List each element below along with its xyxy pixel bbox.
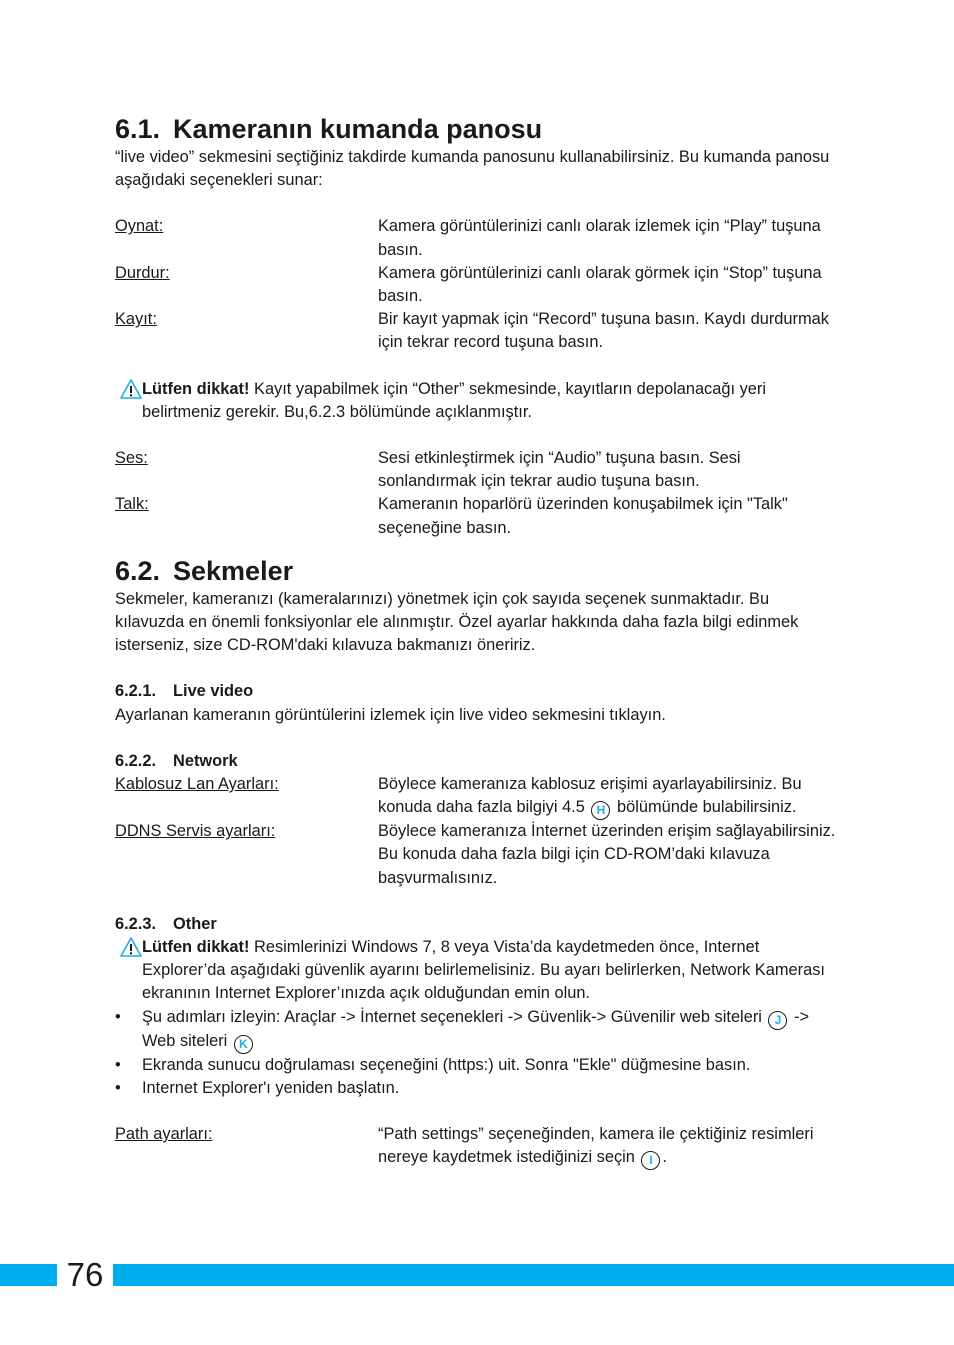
warning-note-ie [115, 936, 840, 1006]
warning-note-recording [115, 378, 840, 424]
def-wireless-lan [115, 773, 840, 820]
reference-badge-k: K [234, 1035, 253, 1054]
def-term: Talk: [115, 495, 149, 514]
list-item: • Internet Explorer'ı yeniden başlatın. [115, 1077, 840, 1100]
def-desc: Sesi etkinleştirmek için “Audio” tuşuna basın. Sesi sonlandırmak için tekrar audio tuşuna basın. [378, 449, 741, 491]
note-label: Lütfen dikkat! [142, 379, 250, 398]
subsection-heading-6-2-3: 6.2.3. Other [115, 914, 217, 933]
def-term: Durdur: [115, 263, 170, 282]
reference-badge-j: J [768, 1011, 787, 1030]
reference-badge-i: I [641, 1151, 660, 1170]
warning-icon [120, 379, 142, 399]
page-number: 76 [57, 1256, 113, 1294]
reference-badge-h: H [591, 801, 610, 820]
note-label: Lütfen dikkat! [142, 938, 250, 957]
def-term: Kayıt: [115, 310, 157, 329]
subsection-heading-6-2-1: 6.2.1. Live video [115, 682, 254, 701]
def-term: Ses: [115, 449, 148, 468]
def-term: Path ayarları: [115, 1125, 213, 1144]
section-6-1-intro: “live video” sekmesini seçtiğiniz takdirde kumanda panosunu kullanabilirsiniz. Bu kumanda panosu aşağıdaki seçenekleri sunar: [115, 148, 830, 190]
def-talk [115, 493, 840, 539]
def-kayit [115, 308, 840, 354]
def-desc: Kamera görüntülerinizi canlı olarak izlemek için “Play” tuşuna basın. [378, 217, 821, 259]
note-text: Resimlerinizi Windows 7, 8 veya Vista’da kaydetmeden önce, Internet Explorer’da aşağıdaki güvenlik ayarını belirlemelisiniz. Bu ayarı belirlerken, Network Kamerası ekranının Internet Explorer’ınızda açık olduğundan emin olun. [142, 938, 825, 1003]
def-desc: Bir kayıt yapmak için “Record” tuşuna basın. Kaydı durdurmak için tekrar record tuşuna basın. [378, 310, 829, 352]
footer-bracket-right [115, 1264, 121, 1286]
def-desc: Böylece kameranıza kablosuz erişimi ayarlayabilirsiniz. Bu konuda daha fazla bilgiyi 4.5 H bölümünde bulabilirsiniz. [378, 773, 840, 820]
def-desc: Kamera görüntülerinizi canlı olarak görmek için “Stop” tuşuna basın. [378, 263, 822, 306]
def-ddns [115, 820, 840, 890]
def-ses [115, 447, 840, 493]
list-item: • Ekranda sunucu doğrulaması seçeneğini (https:) uit. Sonra "Ekle" düğmesine basın. [115, 1054, 840, 1077]
def-term: DDNS Servis ayarları: [115, 822, 276, 841]
warning-icon [120, 937, 142, 957]
footer-accent-bar [0, 1264, 954, 1286]
def-desc: Kameranın hoparlörü üzerinden konuşabilmek için "Talk" seçeneğine basın. [378, 495, 788, 537]
steps-list [115, 1006, 840, 1100]
def-path-settings [115, 1123, 840, 1170]
section-6-2-intro: Sekmeler, kameranızı (kameralarınızı) yönetmek için çok sayıda seçenek sunmaktadır. Bu kılavuzda en önemli fonksiyonlar ele alınmıştır. Özel ayarlar hakkında daha fazla bilgi edinmek isterseniz, size CD-ROM'daki kılavuza bakmanızı öneririz. [115, 589, 799, 655]
subsection-heading-6-2-2: 6.2.2. Network [115, 751, 238, 770]
note-text: Kayıt yapabilmek için “Other” sekmesinde, kayıtların depolanacağı yeri belirtmeniz gerekir. Bu,6.2.3 bölümünde açıklanmıştır. [142, 379, 766, 421]
subsection-6-2-1-text: Ayarlanan kameranın görüntülerini izlemek için live video sekmesini tıklayın. [115, 705, 666, 724]
def-term: Kablosuz Lan Ayarları: [115, 775, 279, 794]
def-desc: Böylece kameranıza İnternet üzerinden erişim sağlayabilirsiniz. Bu konuda daha fazla bilgi için CD-ROM’daki kılavuza başvurmalısınız. [378, 822, 836, 887]
page-content [115, 112, 840, 1170]
footer-bracket-left [50, 1264, 56, 1286]
list-item: • Şu adımları izleyin: Araçlar -> İnternet seçenekleri -> Güvenlik-> Güvenilir web siteleri J -> Web siteleri K [115, 1006, 840, 1054]
def-desc: “Path settings” seçeneğinden, kamera ile çektiğiniz resimleri nereye kaydetmek istediğinizi seçin I . [378, 1123, 840, 1170]
section-heading-6-1: 6.1. Kameranın kumanda panosu [115, 114, 543, 144]
def-durdur [115, 262, 840, 308]
def-oynat [115, 215, 840, 261]
section-heading-6-2: 6.2. Sekmeler [115, 555, 294, 586]
def-term: Oynat: [115, 217, 164, 236]
